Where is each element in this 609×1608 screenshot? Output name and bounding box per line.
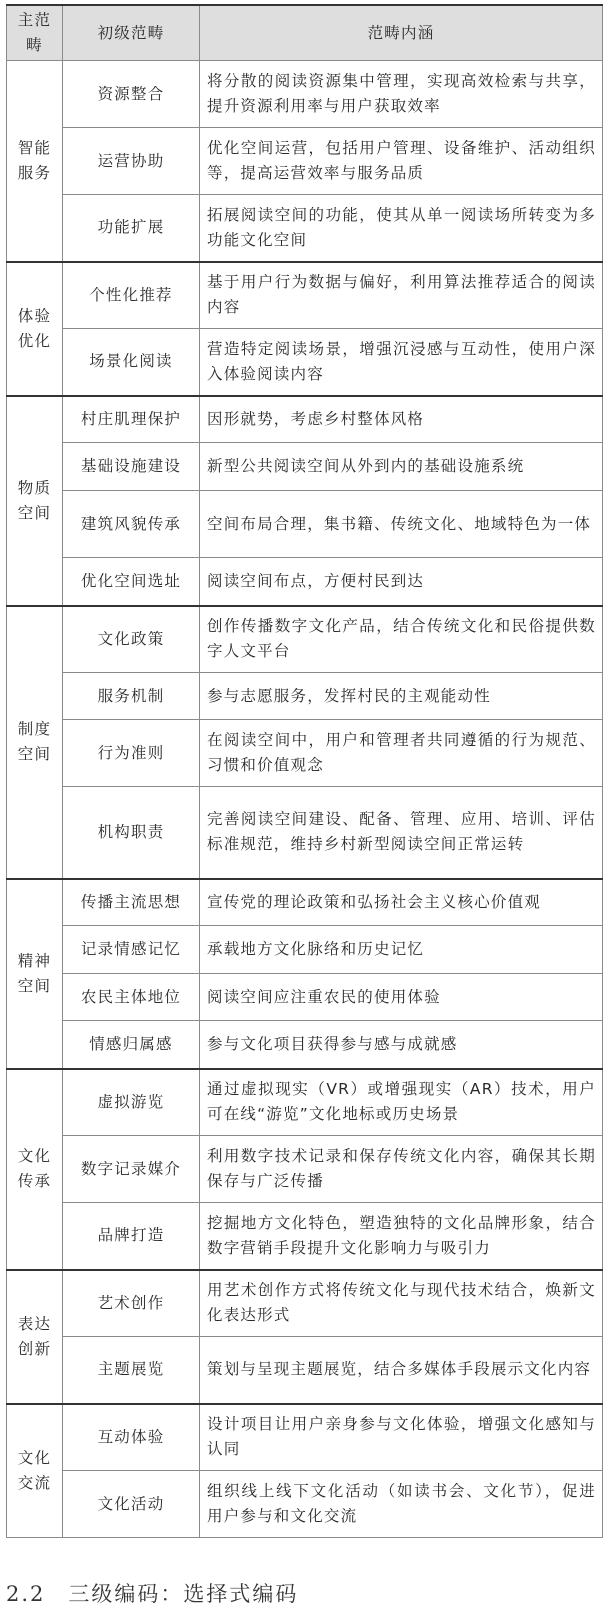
table-row — [7, 1337, 603, 1404]
table-row — [7, 195, 603, 262]
primary-category-cell: 基础设施建设 — [63, 443, 200, 491]
primary-category-cell: 文化活动 — [63, 1471, 200, 1538]
table-row — [7, 1069, 603, 1136]
table-row — [7, 787, 603, 879]
table-row — [7, 558, 603, 606]
table-row — [7, 1471, 603, 1538]
table-row — [7, 262, 603, 329]
category-content-cell: 策划与呈现主题展览，结合多媒体手段展示文化内容 — [200, 1337, 603, 1404]
primary-category-cell: 优化空间选址 — [63, 558, 200, 606]
table-row — [7, 443, 603, 491]
coding-table — [6, 4, 603, 1538]
table-row — [7, 1404, 603, 1471]
table-row — [7, 329, 603, 396]
main-category-cell — [7, 396, 63, 606]
category-content-cell: 组织线上线下文化活动（如读书会、文化节），促进用户参与和文化交流 — [200, 1471, 603, 1538]
category-content-cell: 用艺术创作方式将传统文化与现代技术结合，焕新文化表达形式 — [200, 1270, 603, 1337]
primary-category-cell: 机构职责 — [63, 787, 200, 879]
category-content-cell: 优化空间运营，包括用户管理、设备维护、活动组织等，提高运营效率与服务品质 — [200, 128, 603, 195]
primary-category-cell: 艺术创作 — [63, 1270, 200, 1337]
table-row — [7, 491, 603, 558]
primary-category-cell: 品牌打造 — [63, 1203, 200, 1270]
table-row — [7, 1203, 603, 1270]
primary-category-cell: 场景化阅读 — [63, 329, 200, 396]
main-category-label: 智能服务 — [17, 138, 52, 182]
table-row — [7, 606, 603, 673]
primary-category-cell: 数字记录媒介 — [63, 1136, 200, 1203]
table-row — [7, 926, 603, 974]
main-category-label: 文化交流 — [17, 1448, 52, 1492]
table-row — [7, 1136, 603, 1203]
category-content-cell: 基于用户行为数据与偏好，利用算法推荐适合的阅读内容 — [200, 262, 603, 329]
primary-category-cell: 互动体验 — [63, 1404, 200, 1471]
table-row — [7, 1021, 603, 1069]
main-category-cell — [7, 606, 63, 879]
table-body — [7, 61, 603, 1538]
table-row — [7, 1270, 603, 1337]
category-content-cell: 拓展阅读空间的功能，使其从单一阅读场所转变为多功能文化空间 — [200, 195, 603, 262]
primary-category-cell: 资源整合 — [63, 61, 200, 128]
primary-category-cell: 行为准则 — [63, 720, 200, 787]
table-row — [7, 879, 603, 926]
category-content-cell: 空间布局合理，集书籍、传统文化、地域特色为一体 — [200, 491, 603, 558]
category-content-cell: 参与文化项目获得参与感与成就感 — [200, 1021, 603, 1069]
category-content-cell: 在阅读空间中，用户和管理者共同遵循的行为规范、习惯和价值观念 — [200, 720, 603, 787]
main-category-label: 精神空间 — [17, 951, 52, 995]
primary-category-cell: 情感归属感 — [63, 1021, 200, 1069]
main-category-label: 制度空间 — [17, 720, 52, 763]
header-main-category: 主范畴 — [7, 5, 63, 61]
primary-category-cell: 建筑风貌传承 — [63, 491, 200, 558]
section-heading: 2.2 三级编码：选择式编码 — [6, 1582, 299, 1606]
category-content-cell: 通过虚拟现实（VR）或增强现实（AR）技术，用户可在线“游览”文化地标或历史场景 — [200, 1069, 603, 1136]
primary-category-cell: 虚拟游览 — [63, 1069, 200, 1136]
header-category-content: 范畴内涵 — [200, 5, 603, 61]
main-category-cell — [7, 1069, 63, 1270]
category-content-cell: 营造特定阅读场景，增强沉浸感与互动性，使用户深入体验阅读内容 — [200, 329, 603, 396]
primary-category-cell: 传播主流思想 — [63, 879, 200, 926]
main-category-cell — [7, 61, 63, 262]
category-content-cell: 创作传播数字文化产品，结合传统文化和民俗提供数字人文平台 — [200, 606, 603, 673]
main-category-cell — [7, 262, 63, 396]
table-row — [7, 673, 603, 720]
primary-category-cell: 功能扩展 — [63, 195, 200, 262]
main-category-cell — [7, 879, 63, 1069]
category-content-cell: 承载地方文化脉络和历史记忆 — [200, 926, 603, 974]
primary-category-cell: 服务机制 — [63, 673, 200, 720]
primary-category-cell: 运营协助 — [63, 128, 200, 195]
header-primary-category: 初级范畴 — [63, 5, 200, 61]
category-content-cell: 阅读空间应注重农民的使用体验 — [200, 974, 603, 1021]
main-category-label: 体验优化 — [17, 306, 52, 350]
category-content-cell: 完善阅读空间建设、配备、管理、应用、培训、评估标准规范，维持乡村新型阅读空间正常运转 — [200, 787, 603, 879]
table-header-row — [7, 5, 603, 61]
table-row — [7, 720, 603, 787]
category-content-cell: 设计项目让用户亲身参与文化体验，增强文化感知与认同 — [200, 1404, 603, 1471]
category-content-cell: 将分散的阅读资源集中管理，实现高效检索与共享，提升资源利用率与用户获取效率 — [200, 61, 603, 128]
primary-category-cell: 文化政策 — [63, 606, 200, 673]
category-content-cell: 因形就势，考虑乡村整体风格 — [200, 396, 603, 443]
primary-category-cell: 农民主体地位 — [63, 974, 200, 1021]
table-row — [7, 61, 603, 128]
primary-category-cell: 主题展览 — [63, 1337, 200, 1404]
main-category-label: 表达创新 — [17, 1314, 52, 1358]
category-content-cell: 阅读空间布点，方便村民到达 — [200, 558, 603, 606]
primary-category-cell: 个性化推荐 — [63, 262, 200, 329]
category-content-cell: 参与志愿服务，发挥村民的主观能动性 — [200, 673, 603, 720]
category-content-cell: 宣传党的理论政策和弘扬社会主义核心价值观 — [200, 879, 603, 926]
table-row — [7, 396, 603, 443]
category-content-cell: 利用数字技术记录和保存传统文化内容，确保其长期保存与广泛传播 — [200, 1136, 603, 1203]
table-row — [7, 974, 603, 1021]
primary-category-cell: 记录情感记忆 — [63, 926, 200, 974]
main-category-label: 物质空间 — [17, 478, 52, 522]
main-category-cell — [7, 1404, 63, 1538]
category-content-cell: 新型公共阅读空间从外到内的基础设施系统 — [200, 443, 603, 491]
main-category-cell — [7, 1270, 63, 1404]
main-category-label: 文化传承 — [17, 1147, 52, 1190]
primary-category-cell: 村庄肌理保护 — [63, 396, 200, 443]
category-content-cell: 挖掘地方文化特色，塑造独特的文化品牌形象，结合数字营销手段提升文化影响力与吸引力 — [200, 1203, 603, 1270]
table-row — [7, 128, 603, 195]
